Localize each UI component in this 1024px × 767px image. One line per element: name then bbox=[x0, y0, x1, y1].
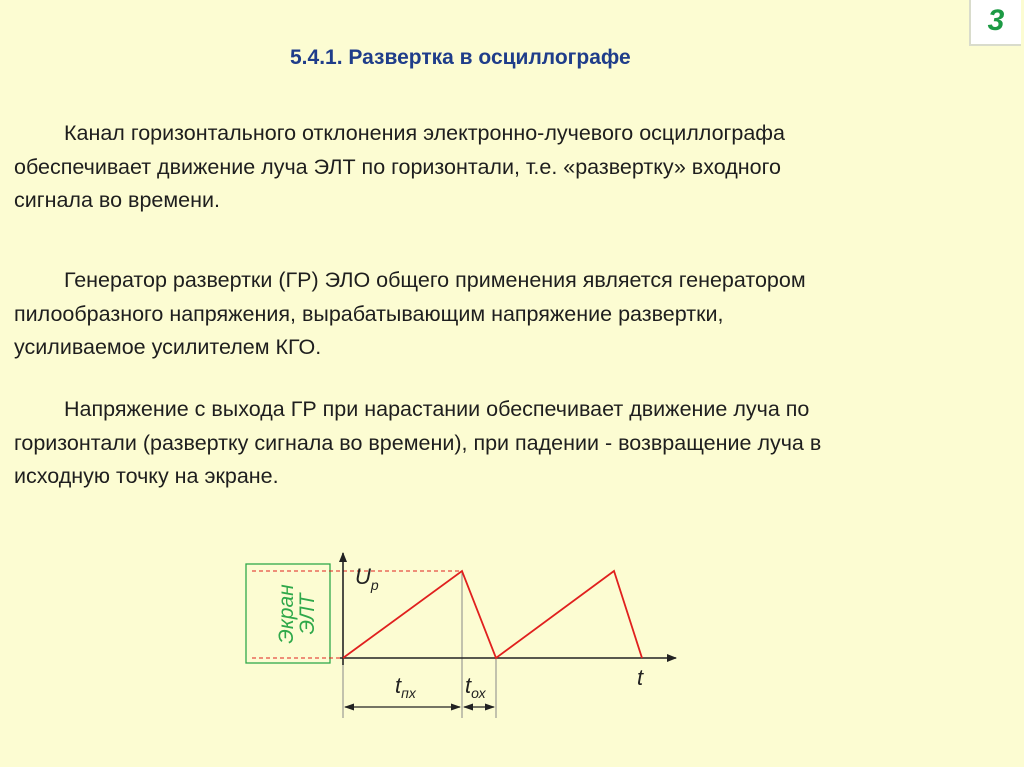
paragraph-3-line-2: горизонтали (развертку сигнала во времени), при падении - возвращение луча в bbox=[14, 430, 822, 455]
forward-time-label: $t_{пх}$ bbox=[395, 673, 416, 701]
paragraph-3-line-3: исходную точку на экране. bbox=[14, 464, 279, 488]
paragraph-2-line-2: пилообразного напряжения, вырабатывающим напряжение развертки, bbox=[14, 301, 724, 326]
return-time-label: $t_{ох}$ bbox=[465, 673, 486, 701]
paragraph-3-line-1: Напряжение с выхода ГР при нарастании обеспечивает движение луча по bbox=[64, 397, 810, 421]
sawtooth-waveform bbox=[343, 571, 642, 658]
slide-title: 5.4.1. Развертка в осциллографе bbox=[290, 46, 631, 69]
paragraph-1-line-1: Канал горизонтального отклонения электронно-лучевого осциллографа bbox=[64, 121, 785, 145]
paragraph-2-line-3: усиливаемое усилителем КГО. bbox=[14, 335, 322, 359]
paragraph-1-line-2: обеспечивает движение луча ЭЛТ по горизонтали, т.е. «развертку» входного bbox=[14, 154, 781, 179]
x-axis-label: t bbox=[637, 665, 644, 690]
screen-label-2: ЭЛТ bbox=[296, 593, 319, 635]
screen-label-1: Экран bbox=[275, 584, 298, 644]
paragraph-1-line-3: сигнала во времени. bbox=[14, 188, 220, 212]
paragraph-2-line-1: Генератор развертки (ГР) ЭЛО общего применения является генератором bbox=[64, 268, 806, 292]
y-axis-label: $U_р$ bbox=[355, 564, 379, 593]
slide-number: 3 bbox=[987, 4, 1005, 37]
